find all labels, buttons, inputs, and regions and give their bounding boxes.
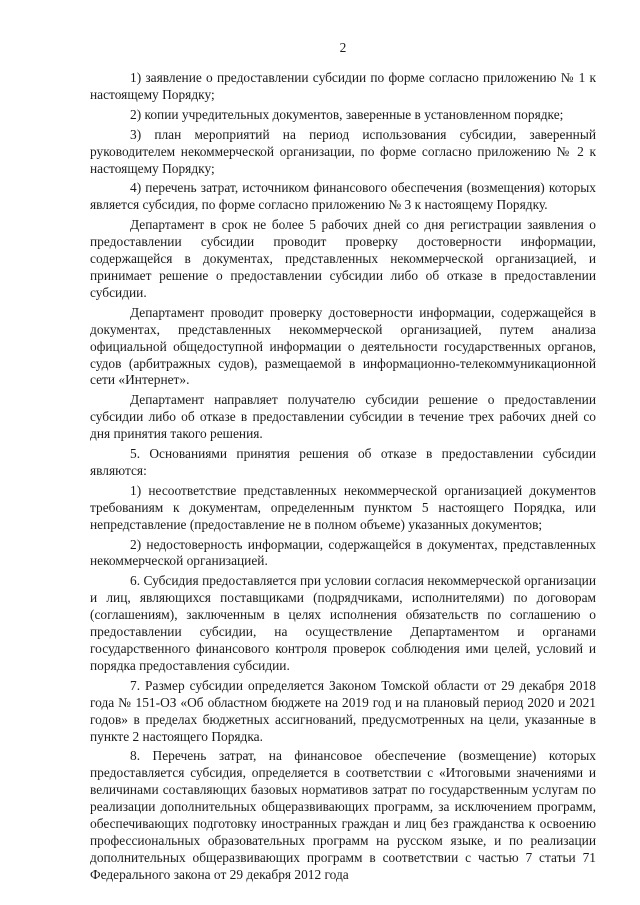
section-6-consent: 6. Субсидия предоставляется при условии согласия некоммерческой организации и лиц, являющихся поставщиками (подрядчиками, исполнителями) по договорам (соглашениям), заключенным в целях исполнения обязательств по соглашению о предоставлении субсидии, на осуществление Департаментом и органами государственного финансового контроля проверок соблюдения ими целей, условий и порядка предоставления субсидии. (90, 573, 596, 673)
paragraph-verification-method: Департамент проводит проверку достоверности информации, содержащейся в документах, представленных некоммерческой организацией, путем анализа официальной общедоступной информации о деятельности государственных органов, судов (арбитражных судов), размещаемой в информационно-телекоммуникационной сети «Интернет». (90, 304, 596, 388)
document-body (90, 70, 596, 887)
list-item-action-plan: 3) план мероприятий на период использования субсидии, заверенный руководителем некоммерческой организации, по форме согласно приложению № 2 к настоящему Порядку; (90, 126, 596, 176)
paragraph-decision-notice: Департамент направляет получателю субсидии решение о предоставлении субсидии либо об отказе в предоставлении субсидии в течение трех рабочих дней со дня принятия такого решения. (90, 392, 596, 442)
list-item-nonconformity: 1) несоответствие представленных некоммерческой организацией документов требованиям к документам, определенным пунктом 5 настоящего Порядка, или непредставление (предоставление не в полном объеме) указанных документов; (90, 482, 596, 532)
section-8-cost-list: 8. Перечень затрат, на финансовое обеспечение (возмещение) которых предоставляется субсидия, определяется в соответствии с «Итоговыми значениями и величинами составляющих базовых нормативов затрат по государственным услугам по реализации дополнительных общеразвивающих программ, за исключением программ, обеспечивающих подготовку иностранных граждан и лиц без гражданства к освоению профессиональных образовательных программ на русском языке, и по реализации дополнительных общеразвивающих программ в соответствии с частью 7 статьи 71 Федерального закона от 29 декабря 2012 года (90, 748, 596, 882)
list-item-founding-documents: 2) копии учредительных документов, заверенные в установленном порядке; (130, 106, 564, 122)
list-item-cost-list: 4) перечень затрат, источником финансового обеспечения (возмещения) которых является субсидия, по форме согласно приложению № 3 к настоящему Порядку. (90, 180, 596, 213)
section-5-refusal-grounds: 5. Основаниями принятия решения об отказе в предоставлении субсидии являются: (90, 446, 596, 478)
paragraph-verification-deadline: Департамент в срок не более 5 рабочих дней со дня регистрации заявления о предоставлении субсидии проводит проверку достоверности информации, содержащейся в документах, представленных некоммерческой организацией, и принимает решение о предоставлении субсидии либо об отказе в предоставлении субсидии. (90, 217, 596, 300)
list-item-unreliable-info: 2) недостоверность информации, содержащейся в документах, представленных некоммерческой организацией. (90, 536, 596, 569)
list-item-application: 1) заявление о предоставлении субсидии по форме согласно приложению № 1 к настоящему Порядку; (90, 70, 596, 102)
page-number: 2 (339, 40, 347, 55)
section-7-amount: 7. Размер субсидии определяется Законом Томской области от 29 декабря 2018 года № 151-ОЗ «Об областном бюджете на 2019 год и на плановый период 2020 и 2021 годов» в пределах бюджетных ассигнований, предусмотренных на цели, указанные в пункте 2 настоящего Порядка. (90, 677, 596, 744)
